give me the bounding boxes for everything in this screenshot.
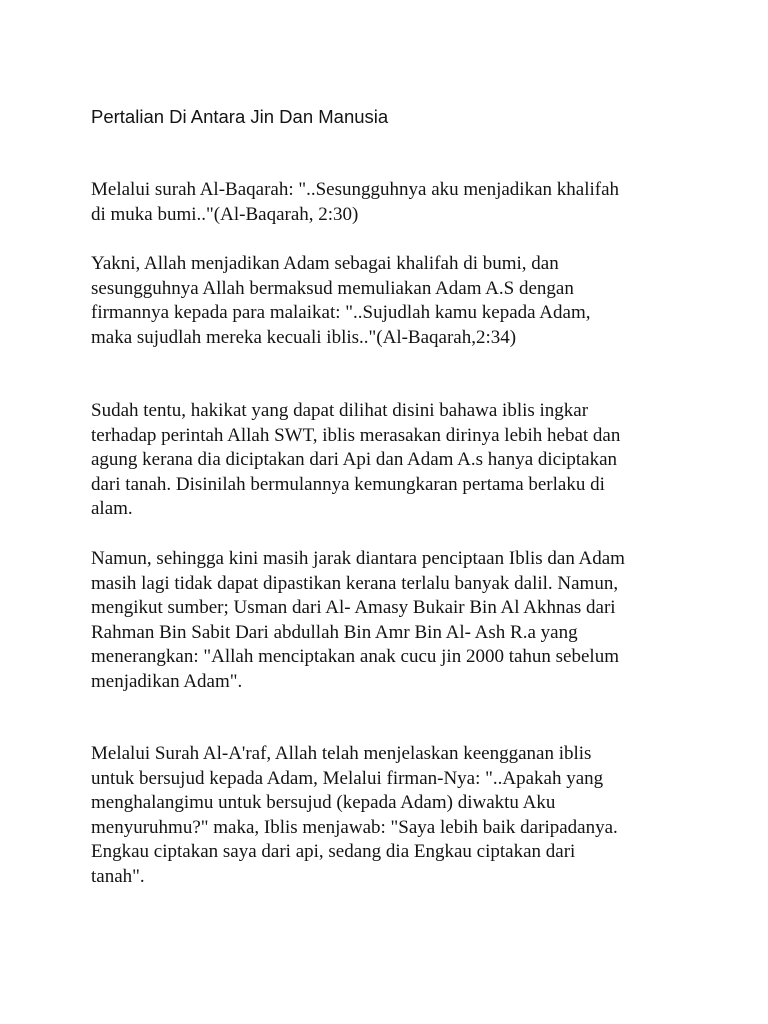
text-line: dari tanah. Disinilah bermulannya kemungkaran pertama berlaku di [91, 473, 605, 495]
text-line: maka sujudlah mereka kecuali iblis.."(Al-Baqarah,2:34) [91, 326, 517, 348]
text-line: agung kerana dia diciptakan dari Api dan Adam A.s hanya diciptakan [91, 449, 618, 471]
text-line: tanah". [91, 865, 145, 887]
text-line: menjadikan Adam". [91, 670, 243, 692]
text-line: mengikut sumber; Usman dari Al- Amasy Bukair Bin Al Akhnas dari [91, 597, 616, 619]
paragraph-al-baqarah-2-30 [91, 178, 619, 227]
text-line: Sudah tentu, hakikat yang dapat dilihat disini bahawa iblis ingkar [91, 400, 589, 421]
paragraph-surah-al-araf [91, 742, 618, 890]
text-line: alam. [91, 498, 133, 520]
paragraph-penciptaan-iblis-dan-adam [91, 547, 625, 695]
paragraph-iblis-ingkar [91, 399, 620, 522]
text-line: sesungguhnya Allah bermaksud memuliakan Adam A.S dengan [91, 277, 574, 299]
text-line: Namun, sehingga kini masih jarak diantara penciptaan Iblis dan Adam [91, 548, 625, 569]
text-line: Yakni, Allah menjadikan Adam sebagai khalifah di bumi, dan [91, 253, 559, 274]
text-line: Melalui Surah Al-A'raf, Allah telah menjelaskan keengganan iblis [91, 743, 592, 764]
text-line: firmannya kepada para malaikat: "..Sujudlah kamu kepada Adam, [91, 302, 591, 324]
text-line: terhadap perintah Allah SWT, iblis merasakan dirinya lebih hebat dan [91, 424, 621, 446]
text-line: menyuruhmu?" maka, Iblis menjawab: "Saya lebih baik daripadanya. [91, 816, 618, 838]
text-line: menerangkan: "Allah menciptakan anak cucu jin 2000 tahun sebelum [91, 646, 619, 668]
paragraph-al-baqarah-2-34 [91, 252, 590, 350]
text-line: di muka bumi.."(Al-Baqarah, 2:30) [91, 203, 359, 225]
text-line: Melalui surah Al-Baqarah: "..Sesungguhnya aku menjadikan khalifah [91, 179, 620, 200]
text-line: Engkau ciptakan saya dari api, sedang dia Engkau ciptakan dari [91, 841, 576, 863]
document-title: Pertalian Di Antara Jin Dan Manusia [91, 106, 389, 127]
text-line: Rahman Bin Sabit Dari abdullah Bin Amr Bin Al- Ash R.a yang [91, 621, 578, 643]
text-line: menghalangimu untuk bersujud (kepada Adam) diwaktu Aku [91, 792, 556, 814]
text-line: masih lagi tidak dapat dipastikan kerana terlalu banyak dalil. Namun, [91, 572, 619, 594]
text-line: untuk bersujud kepada Adam, Melalui firman-Nya: "..Apakah yang [91, 767, 604, 789]
